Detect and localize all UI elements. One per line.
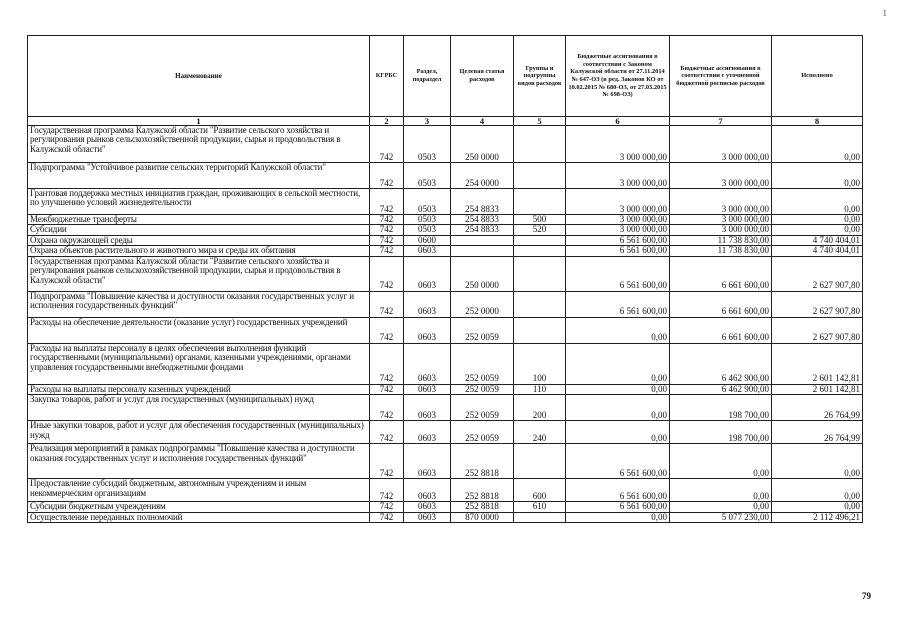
row-refined-amount-cell: 3 000 000,00 — [670, 126, 772, 163]
row-name-cell: Расходы на выплаты персоналу в целях обеспечения выполнения функций государственными (муниципальными) органами, казенными учреждениями, органами управления государственными внебюджетными фондами — [28, 343, 370, 384]
row-kgrbs-cell: 742 — [370, 291, 404, 317]
row-executed-amount-cell: 4 740 404,01 — [772, 235, 863, 245]
row-law-amount-cell: 0,00 — [566, 317, 670, 343]
row-section-cell: 0503 — [404, 215, 451, 225]
row-executed-amount-cell: 0,00 — [772, 225, 863, 235]
row-refined-amount-cell: 198 700,00 — [670, 395, 772, 421]
header-groups: Группы и подгруппы видов расходов — [514, 36, 566, 117]
row-target-cell: 254 0000 — [451, 163, 514, 189]
row-group-cell: 110 — [514, 384, 566, 394]
row-name-cell: Субсидии — [28, 225, 370, 235]
row-law-amount-cell: 0,00 — [566, 421, 670, 444]
row-refined-amount-cell: 11 738 830,00 — [670, 246, 772, 256]
row-executed-amount-cell: 2 601 142,81 — [772, 343, 863, 384]
table-row — [28, 343, 863, 384]
row-executed-amount-cell: 26 764,99 — [772, 421, 863, 444]
row-target-cell: 254 8833 — [451, 189, 514, 215]
page-number: 79 — [862, 591, 871, 601]
row-section-cell: 0603 — [404, 512, 451, 522]
header-kgrbs: КГРБС — [370, 36, 404, 117]
row-target-cell: 254 8833 — [451, 225, 514, 235]
row-law-amount-cell: 6 561 600,00 — [566, 444, 670, 479]
row-group-cell — [514, 126, 566, 163]
row-law-amount-cell: 0,00 — [566, 343, 670, 384]
row-refined-amount-cell: 3 000 000,00 — [670, 215, 772, 225]
row-section-cell: 0603 — [404, 444, 451, 479]
row-group-cell: 610 — [514, 502, 566, 512]
row-group-cell — [514, 163, 566, 189]
row-refined-amount-cell: 6 661 600,00 — [670, 256, 772, 291]
row-target-cell: 252 0059 — [451, 395, 514, 421]
row-kgrbs-cell: 742 — [370, 235, 404, 245]
table-row — [28, 512, 863, 522]
row-section-cell: 0503 — [404, 163, 451, 189]
row-executed-amount-cell: 2 627 907,80 — [772, 256, 863, 291]
row-kgrbs-cell: 742 — [370, 317, 404, 343]
row-law-amount-cell: 3 000 000,00 — [566, 163, 670, 189]
row-executed-amount-cell: 0,00 — [772, 479, 863, 502]
row-refined-amount-cell: 6 462 900,00 — [670, 384, 772, 394]
row-kgrbs-cell: 742 — [370, 502, 404, 512]
row-name-cell: Реализация мероприятий в рамках подпрограммы "Повышение качества и доступности оказания государственных услуг и исполнения государственных функций" — [28, 444, 370, 479]
row-target-cell: 254 8833 — [451, 215, 514, 225]
row-kgrbs-cell: 742 — [370, 512, 404, 522]
row-refined-amount-cell: 0,00 — [670, 502, 772, 512]
row-kgrbs-cell: 742 — [370, 163, 404, 189]
row-law-amount-cell: 6 561 600,00 — [566, 502, 670, 512]
row-law-amount-cell: 0,00 — [566, 512, 670, 522]
row-kgrbs-cell: 742 — [370, 246, 404, 256]
row-section-cell: 0603 — [404, 343, 451, 384]
table-row — [28, 395, 863, 421]
row-section-cell: 0503 — [404, 126, 451, 163]
header-row — [28, 36, 863, 117]
row-section-cell: 0603 — [404, 421, 451, 444]
header-target: Целевая статья расходов — [451, 36, 514, 117]
row-name-cell: Охрана окружающей среды — [28, 235, 370, 245]
row-kgrbs-cell: 742 — [370, 189, 404, 215]
table-body — [28, 126, 863, 523]
row-refined-amount-cell: 198 700,00 — [670, 421, 772, 444]
row-kgrbs-cell: 742 — [370, 256, 404, 291]
row-refined-amount-cell: 0,00 — [670, 444, 772, 479]
row-refined-amount-cell: 0,00 — [670, 479, 772, 502]
row-executed-amount-cell: 0,00 — [772, 215, 863, 225]
row-target-cell: 252 0000 — [451, 291, 514, 317]
column-number: 7 — [670, 117, 772, 126]
row-law-amount-cell: 6 561 600,00 — [566, 246, 670, 256]
row-executed-amount-cell: 4 740 404,01 — [772, 246, 863, 256]
row-executed-amount-cell: 2 112 496,21 — [772, 512, 863, 522]
header-refined: Бюджетные ассигнования в соответствии с уточненной бюджетной росписью расходов — [670, 36, 772, 117]
header-executed: Исполнено — [772, 36, 863, 117]
row-section-cell: 0603 — [404, 317, 451, 343]
row-section-cell: 0503 — [404, 189, 451, 215]
row-group-cell — [514, 512, 566, 522]
row-section-cell: 0603 — [404, 256, 451, 291]
row-group-cell — [514, 246, 566, 256]
row-kgrbs-cell: 742 — [370, 479, 404, 502]
row-section-cell: 0603 — [404, 384, 451, 394]
budget-table — [27, 35, 863, 523]
table-row — [28, 189, 863, 215]
row-name-cell: Грантовая поддержка местных инициатив граждан, проживающих в сельской местности, по улучшению условий жизнедеятельности — [28, 189, 370, 215]
table-row — [28, 291, 863, 317]
column-number: 5 — [514, 117, 566, 126]
row-law-amount-cell: 6 561 600,00 — [566, 479, 670, 502]
table-row — [28, 317, 863, 343]
row-group-cell — [514, 444, 566, 479]
row-target-cell: 252 0059 — [451, 317, 514, 343]
row-refined-amount-cell: 6 661 600,00 — [670, 291, 772, 317]
row-target-cell: 252 0059 — [451, 384, 514, 394]
row-refined-amount-cell: 11 738 830,00 — [670, 235, 772, 245]
row-target-cell: 252 0059 — [451, 421, 514, 444]
row-group-cell — [514, 235, 566, 245]
row-kgrbs-cell: 742 — [370, 225, 404, 235]
row-refined-amount-cell: 3 000 000,00 — [670, 189, 772, 215]
row-executed-amount-cell: 2 627 907,80 — [772, 317, 863, 343]
row-law-amount-cell: 3 000 000,00 — [566, 126, 670, 163]
row-group-cell: 200 — [514, 395, 566, 421]
table-row — [28, 126, 863, 163]
row-target-cell — [451, 246, 514, 256]
header-name: Наименование — [28, 36, 370, 117]
column-number: 2 — [370, 117, 404, 126]
row-group-cell: 100 — [514, 343, 566, 384]
row-target-cell — [451, 235, 514, 245]
table-row — [28, 246, 863, 256]
row-section-cell: 0603 — [404, 246, 451, 256]
column-number: 3 — [404, 117, 451, 126]
row-name-cell: Охрана объектов растительного и животного мира и среды их обитания — [28, 246, 370, 256]
row-law-amount-cell: 0,00 — [566, 384, 670, 394]
row-group-cell: 520 — [514, 225, 566, 235]
table-row — [28, 215, 863, 225]
row-law-amount-cell: 6 561 600,00 — [566, 256, 670, 291]
row-section-cell: 0603 — [404, 502, 451, 512]
row-executed-amount-cell: 0,00 — [772, 126, 863, 163]
row-executed-amount-cell: 0,00 — [772, 163, 863, 189]
row-law-amount-cell: 6 561 600,00 — [566, 291, 670, 317]
row-refined-amount-cell: 3 000 000,00 — [670, 163, 772, 189]
row-name-cell: Закупка товаров, работ и услуг для государственных (муниципальных) нужд — [28, 395, 370, 421]
row-target-cell: 250 0000 — [451, 256, 514, 291]
table-row — [28, 444, 863, 479]
table-row — [28, 502, 863, 512]
row-group-cell — [514, 189, 566, 215]
row-executed-amount-cell: 0,00 — [772, 502, 863, 512]
row-name-cell: Иные закупки товаров, работ и услуг для обеспечения государственных (муниципальных) нужд — [28, 421, 370, 444]
row-name-cell: Государственная программа Калужской области "Развитие сельского хозяйства и регулирования рынков сельскохозяйственной продукции, сырья и продовольствия в Калужской области" — [28, 256, 370, 291]
row-target-cell: 870 0000 — [451, 512, 514, 522]
row-name-cell: Расходы на обеспечение деятельности (оказание услуг) государственных учреждений — [28, 317, 370, 343]
row-executed-amount-cell: 2 601 142,81 — [772, 384, 863, 394]
row-section-cell: 0603 — [404, 395, 451, 421]
row-law-amount-cell: 3 000 000,00 — [566, 225, 670, 235]
row-group-cell — [514, 317, 566, 343]
header-law: Бюджетные ассигнования в соответствии с Законом Калужской области от 27.11.2014 № 647-ОЗ (в ред. Законов КО от 10.02.2015 № 680-ОЗ, от 27.03.2015 № 698-ОЗ) — [566, 36, 670, 117]
row-law-amount-cell: 0,00 — [566, 395, 670, 421]
row-name-cell: Государственная программа Калужской области "Развитие сельского хозяйства и регулирования рынков сельскохозяйственной продукции, сырья и продовольствия в Калужской области" — [28, 126, 370, 163]
row-kgrbs-cell: 742 — [370, 126, 404, 163]
row-name-cell: Предоставление субсидий бюджетным, автономным учреждениям и иным некоммерческим организациям — [28, 479, 370, 502]
row-refined-amount-cell: 3 000 000,00 — [670, 225, 772, 235]
row-target-cell: 252 8818 — [451, 444, 514, 479]
row-kgrbs-cell: 742 — [370, 421, 404, 444]
row-law-amount-cell: 3 000 000,00 — [566, 215, 670, 225]
row-refined-amount-cell: 6 462 900,00 — [670, 343, 772, 384]
row-group-cell: 240 — [514, 421, 566, 444]
table-row — [28, 479, 863, 502]
row-kgrbs-cell: 742 — [370, 395, 404, 421]
table-row — [28, 384, 863, 394]
table-row — [28, 225, 863, 235]
row-name-cell: Подпрограмма "Устойчивое развитие сельских территорий Калужской области" — [28, 163, 370, 189]
column-number: 4 — [451, 117, 514, 126]
row-name-cell: Подпрограмма "Повышение качества и доступности оказания государственных услуг и исполнения государственных функций" — [28, 291, 370, 317]
row-kgrbs-cell: 742 — [370, 444, 404, 479]
row-group-cell — [514, 256, 566, 291]
row-target-cell: 250 0000 — [451, 126, 514, 163]
row-target-cell: 252 8818 — [451, 479, 514, 502]
row-name-cell: Межбюджетные трансферты — [28, 215, 370, 225]
row-executed-amount-cell: 0,00 — [772, 189, 863, 215]
row-name-cell: Расходы на выплаты персоналу казенных учреждений — [28, 384, 370, 394]
column-number: 1 — [28, 117, 370, 126]
row-section-cell: 0503 — [404, 225, 451, 235]
row-name-cell: Субсидии бюджетным учреждениям — [28, 502, 370, 512]
row-executed-amount-cell: 2 627 907,80 — [772, 291, 863, 317]
row-law-amount-cell: 3 000 000,00 — [566, 189, 670, 215]
row-group-cell: 600 — [514, 479, 566, 502]
row-target-cell: 252 0059 — [451, 343, 514, 384]
row-executed-amount-cell: 0,00 — [772, 444, 863, 479]
row-section-cell: 0603 — [404, 291, 451, 317]
column-number: 6 — [566, 117, 670, 126]
row-kgrbs-cell: 742 — [370, 215, 404, 225]
row-group-cell — [514, 291, 566, 317]
row-executed-amount-cell: 26 764,99 — [772, 395, 863, 421]
row-refined-amount-cell: 5 077 230,00 — [670, 512, 772, 522]
table-row — [28, 256, 863, 291]
row-kgrbs-cell: 742 — [370, 343, 404, 384]
row-group-cell: 500 — [514, 215, 566, 225]
table-row — [28, 235, 863, 245]
row-refined-amount-cell: 6 661 600,00 — [670, 317, 772, 343]
header-section: Раздел, подраздел — [404, 36, 451, 117]
row-name-cell: Осуществление переданных полномочий — [28, 512, 370, 522]
column-number: 8 — [772, 117, 863, 126]
table-row — [28, 163, 863, 189]
row-section-cell: 0600 — [404, 235, 451, 245]
row-section-cell: 0603 — [404, 479, 451, 502]
row-law-amount-cell: 6 561 600,00 — [566, 235, 670, 245]
row-kgrbs-cell: 742 — [370, 384, 404, 394]
corner-mark: 1 — [882, 8, 887, 18]
table-row — [28, 421, 863, 444]
row-target-cell: 252 8818 — [451, 502, 514, 512]
